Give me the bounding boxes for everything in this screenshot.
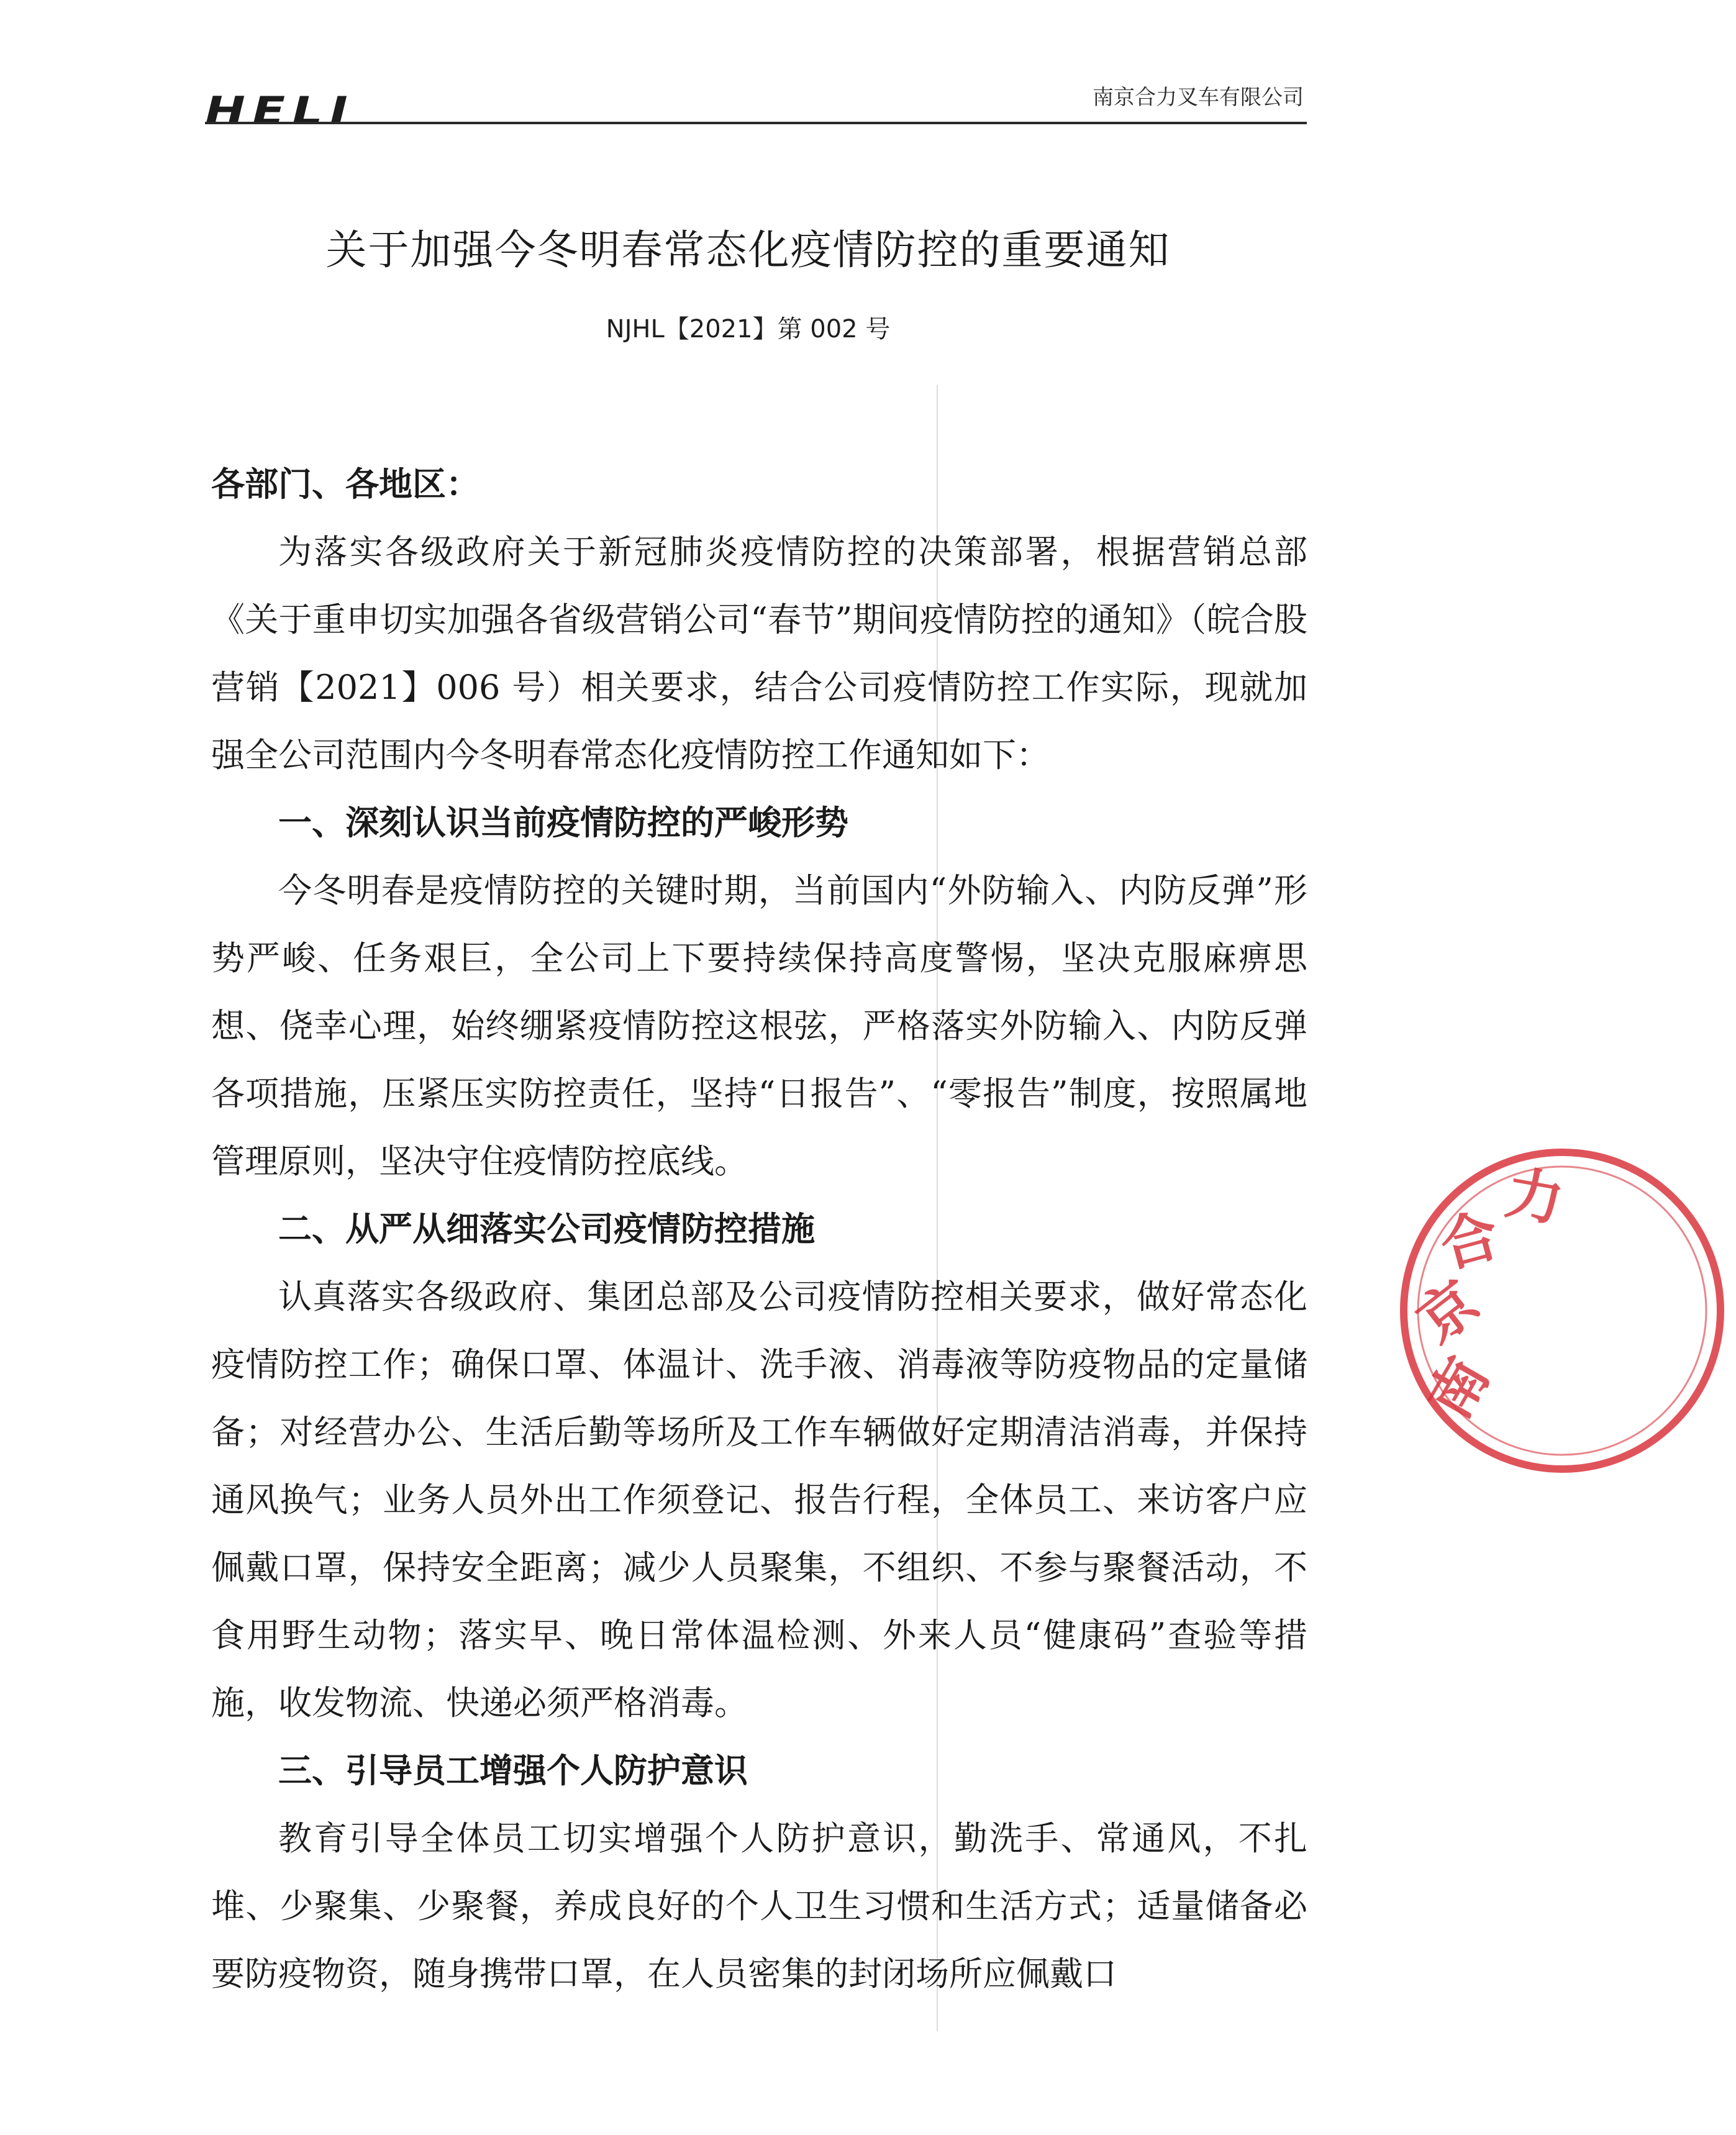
- seal-char-1: 南: [1416, 1346, 1502, 1429]
- company-seal-stamp: [1388, 1137, 1736, 1485]
- section-3-text: 教育引导全体员工切实增强个人防护意识，勤洗手、常通风，不扎堆、少聚集、少聚餐，养成良好的个人卫生习惯和生活方式；适量储备必要防疫物资，随身携带口罩，在人员密集的封闭场所应佩戴口: [211, 1819, 1307, 1993]
- document-number: NJHL【2021】第 002 号: [606, 315, 891, 344]
- seal-char-3: 合: [1434, 1201, 1506, 1281]
- section-2-heading: 二、从严从细落实公司疫情防控措施: [278, 1209, 815, 1249]
- intro-paragraph: 为落实各级政府关于新冠肺炎疫情防控的决策部署，根据营销总部《关于重申切实加强各省级营销公司“春节”期间疫情防控的通知》（皖合股营销【2021】006 号）相关要求，结合公司疫情防控工作实际，现就加强全公司范围内今冬明春常态化疫情防控工作通知如下：: [211, 532, 1307, 775]
- section-2-text: 认真落实各级政府、集团总部及公司疫情防控相关要求，做好常态化疫情防控工作；确保口罩、体温计、洗手液、消毒液等防疫物品的定量储备；对经营办公、生活后勤等场所及工作车辆做好定期清洁消毒，并保持通风换气；业务人员外出工作须登记、报告行程，全体员工、来访客户应佩戴口罩，保持安全距离；减少人员聚集，不组织、不参与聚餐活动，不食用野生动物；落实早、晚日常体温检测、外来人员“健康码”查验等措施，收发物流、快递必须严格消毒。: [211, 1277, 1307, 1723]
- section-1-heading: 一、深刻认识当前疫情防控的严峻形势: [278, 803, 848, 842]
- section-3-heading: 三、引导员工增强个人防护意识: [278, 1751, 748, 1790]
- heli-logo: HELI: [205, 88, 355, 134]
- header-company-name: 南京合力叉车有限公司: [1093, 85, 1304, 110]
- document-title: 关于加强今冬明春常态化疫情防控的重要通知: [325, 226, 1171, 274]
- section-1-text: 今冬明春是疫情防控的关键时期，当前国内“外防输入、内防反弹”形势严峻、任务艰巨，全公司上下要持续保持高度警惕，坚决克服麻痹思想、侥幸心理，始终绷紧疫情防控这根弦，严格落实外防输入、内防反弹各项措施，压紧压实防控责任，坚持“日报告”、“零报告”制度，按照属地管理原则，坚决守住疫情防控底线。: [211, 871, 1307, 1181]
- header-divider: [205, 122, 1307, 124]
- seal-char-4: 力: [1501, 1159, 1569, 1235]
- document-body: [211, 450, 1307, 2008]
- seal-char-2: 京: [1405, 1268, 1492, 1356]
- salutation: 各部门、各地区：: [211, 465, 479, 504]
